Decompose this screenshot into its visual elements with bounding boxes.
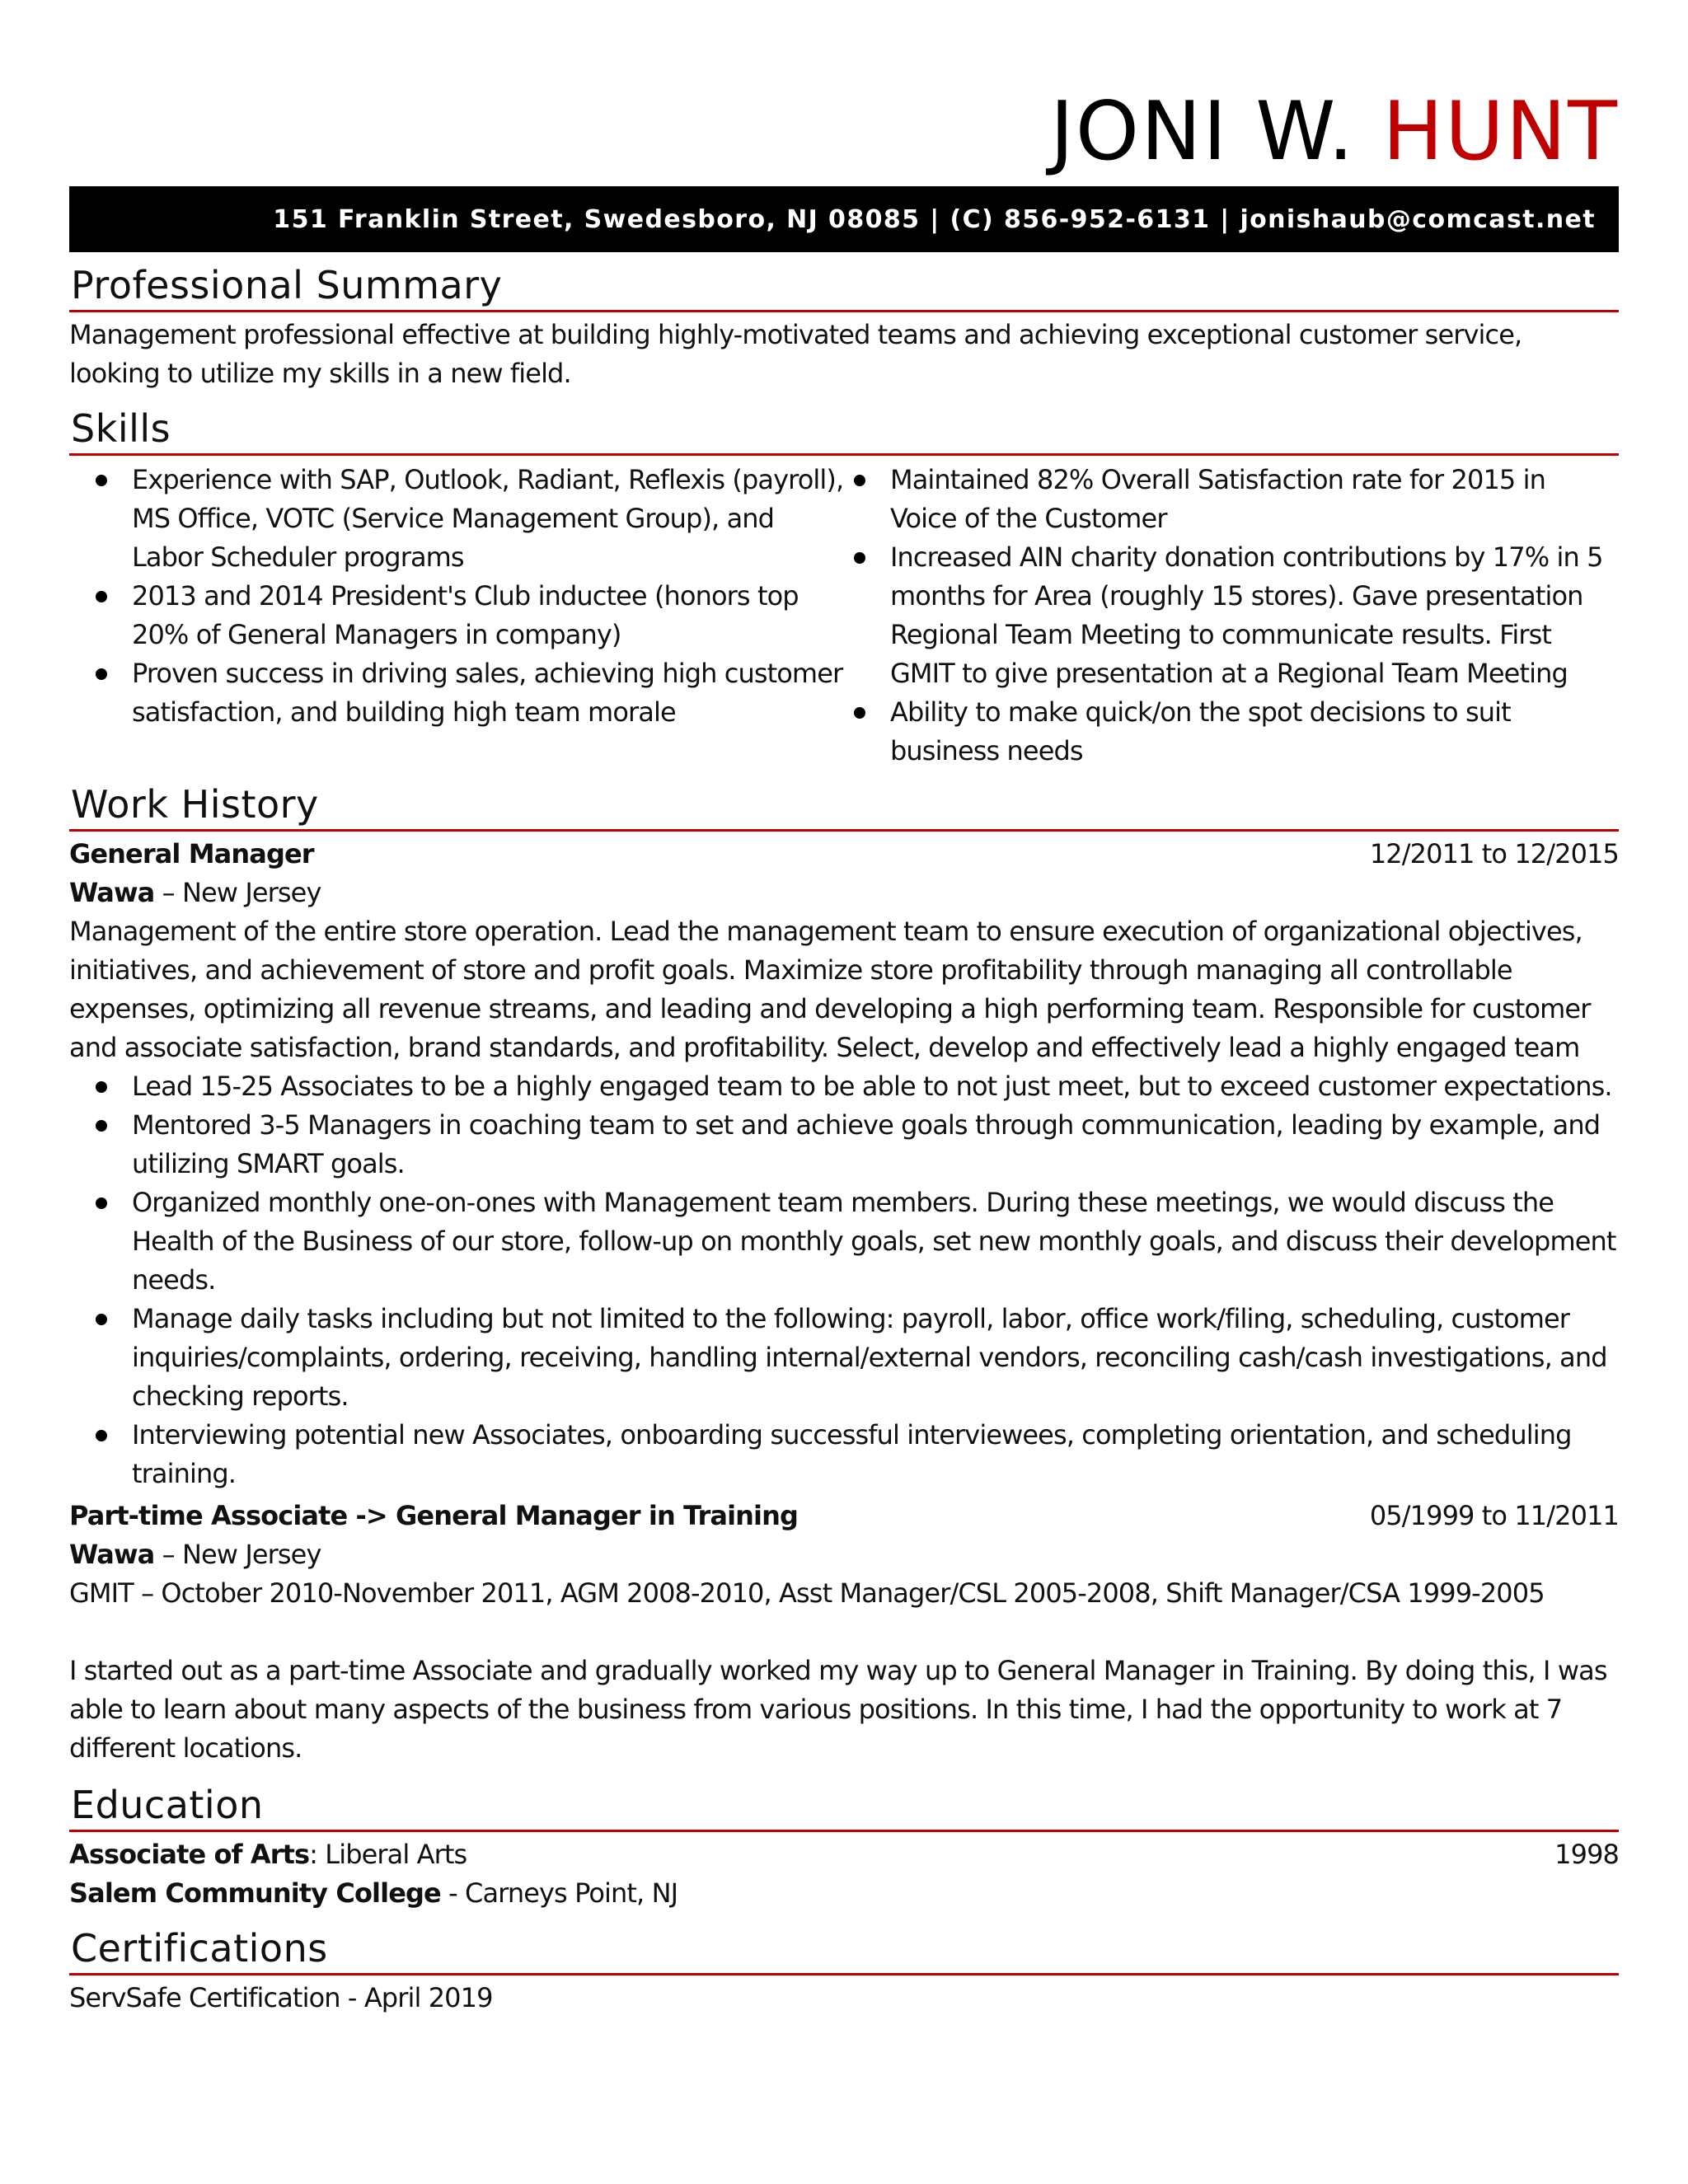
bullet-icon [96, 591, 107, 602]
degree-line [69, 1835, 467, 1874]
school-name: Salem Community College [69, 1877, 441, 1909]
work-history-section [69, 781, 1619, 1768]
job-bullet: Organized monthly one-on-ones with Management team members. During these meetings, we would discuss the Health of the Business of our store, follow-up on monthly goals, set new monthly goals, and discuss their development needs. [69, 1183, 1619, 1300]
skill-item: Maintained 82% Overall Satisfaction rate for 2015 in Voice of the Customer [844, 461, 1619, 538]
graduation-year: 1998 [1554, 1839, 1619, 1870]
job-location: – New Jersey [154, 1539, 321, 1570]
job-dates: 05/1999 to 11/2011 [1369, 1500, 1619, 1531]
job-bullet: Lead 15-25 Associates to be a highly engaged team to be able to not just meet, but to exceed customer expectations. [69, 1067, 1619, 1106]
job-description: I started out as a part-time Associate and gradually worked my way up to General Manager in Training. By doing this, I was able to learn about many aspects of the business from various positions. In this time, I had the opportunity to work at 7 different locations. [69, 1655, 1607, 1764]
skill-item: Proven success in driving sales, achieving high customer satisfaction, and building high team morale [69, 654, 844, 732]
skill-item: Increased AIN charity donation contributions by 17% in 5 months for Area (roughly 15 stores). Gave presentation Regional Team Meeting to communicate results. First GMIT to give presentation at a Regional Team Meeting [844, 538, 1619, 693]
certification-item: ServSafe Certification - April 2019 [69, 1982, 493, 2013]
education-entry [69, 1835, 1619, 1913]
skills-left-column [69, 461, 844, 771]
job-title: General Manager [69, 838, 314, 869]
job-entry [69, 1497, 1619, 1768]
skill-item: 2013 and 2014 President's Club inductee (honors top 20% of General Managers in company) [69, 577, 844, 654]
first-name: JONI W. [1050, 85, 1356, 179]
job-header [69, 835, 1619, 874]
skill-item: Experience with SAP, Outlook, Radiant, Reflexis (payroll), MS Office, VOTC (Service Management Group), and Labor Scheduler programs [69, 461, 844, 577]
bullet-icon [96, 1314, 107, 1325]
contact-info: 151 Franklin Street, Swedesboro, NJ 08085 | (C) 856-952-6131 | jonishaub@comcast.net [273, 204, 1596, 234]
job-description: Management of the entire store operation. Lead the management team to ensure execution of organizational objectives, initiatives, and achievement of store and profit goals. Maximize store profitability through managing all controllable expenses, optimizing all revenue streams, and leading and developing a high performing team. Responsible for customer and associate satisfaction, brand standards, and profitability. Select, develop and effectively lead a highly engaged team [69, 916, 1591, 1063]
job-employer [69, 1535, 1619, 1574]
bullet-icon [96, 1430, 107, 1441]
job-location: – New Jersey [154, 877, 321, 908]
skill-item: Ability to make quick/on the spot decisions to suit business needs [844, 693, 1619, 771]
skills-columns [69, 461, 1619, 771]
summary-section [69, 262, 1619, 393]
summary-text: Management professional effective at building highly-motivated teams and achieving exceptional customer service, looking to utilize my skills in a new field. [69, 319, 1522, 389]
job-bullet: Mentored 3-5 Managers in coaching team to set and achieve goals through communication, leading by example, and utilizing SMART goals. [69, 1106, 1619, 1183]
bullet-icon [96, 1197, 107, 1209]
job-bullet: Manage daily tasks including but not limited to the following: payroll, labor, office work/filing, scheduling, customer inquiries/complaints, ordering, receiving, handling internal/external vendors, reconciling cash/cash investigations, and checking reports. [69, 1300, 1619, 1416]
degree-row [69, 1835, 1619, 1874]
candidate-name [1050, 82, 1619, 181]
education-section [69, 1782, 1619, 1913]
bullet-icon [96, 475, 107, 486]
skills-heading: Skills [69, 405, 1619, 456]
job-entry [69, 835, 1619, 1493]
degree-field: : Liberal Arts [309, 1839, 467, 1870]
company-name: Wawa [69, 1539, 155, 1570]
job-bullets [69, 1067, 1619, 1493]
bullet-icon [96, 1081, 107, 1093]
job-title: Part-time Associate -> General Manager in Training [69, 1500, 799, 1531]
job-header [69, 1497, 1619, 1535]
bullet-icon [854, 707, 865, 719]
bullet-icon [854, 552, 865, 564]
work-history-heading: Work History [69, 781, 1619, 832]
bullet-icon [96, 1120, 107, 1132]
bullet-icon [96, 668, 107, 680]
job-dates: 12/2011 to 12/2015 [1369, 838, 1619, 869]
job-employer [69, 874, 1619, 912]
certifications-heading: Certifications [69, 1925, 1619, 1975]
bullet-icon [854, 475, 865, 486]
skills-section [69, 405, 1619, 771]
last-name: HUNT [1382, 85, 1619, 179]
certifications-section [69, 1925, 1619, 2018]
contact-bar [69, 186, 1619, 252]
skills-right-column [844, 461, 1619, 771]
job-bullet: Interviewing potential new Associates, onboarding successful interviewees, completing orientation, and scheduling training. [69, 1416, 1619, 1493]
job-roles: GMIT – October 2010-November 2011, AGM 2008-2010, Asst Manager/CSL 2005-2008, Shift Manager/CSA 1999-2005 [69, 1577, 1545, 1609]
education-heading: Education [69, 1782, 1619, 1832]
degree-name: Associate of Arts [69, 1839, 310, 1870]
company-name: Wawa [69, 877, 155, 908]
blank-line [69, 1613, 1619, 1652]
school-line [69, 1874, 1619, 1913]
school-location: - Carneys Point, NJ [440, 1877, 678, 1909]
summary-heading: Professional Summary [69, 262, 1619, 312]
